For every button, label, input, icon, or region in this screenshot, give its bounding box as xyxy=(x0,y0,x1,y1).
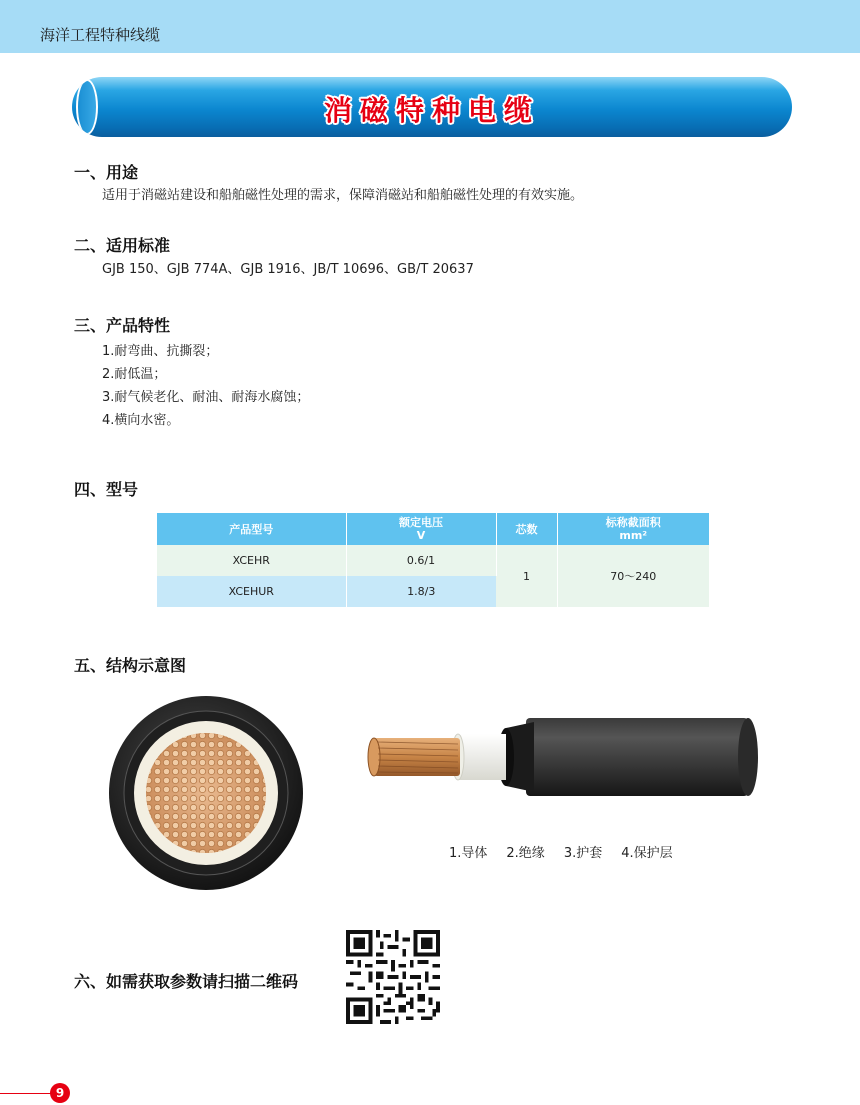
model-spec-table xyxy=(157,513,709,607)
structure-legend xyxy=(449,842,673,861)
product-title: 消磁特种电缆 xyxy=(323,94,540,127)
legend-sheath: 3.护套 xyxy=(563,846,603,861)
footer-rule xyxy=(0,1093,52,1094)
col-voltage-unit: V xyxy=(416,529,426,542)
structure-heading: 五、结构示意图 xyxy=(74,656,187,675)
col-cores: 芯数 xyxy=(496,513,557,545)
legend-protective-layer: 4.保护层 xyxy=(621,846,673,861)
feature-item: 2.耐低温； xyxy=(102,367,167,382)
cable-side-view-image xyxy=(366,714,760,800)
feature-item: 3.耐气候老化、耐油、耐海水腐蚀； xyxy=(102,390,310,405)
standards-heading: 二、适用标准 xyxy=(74,236,171,255)
col-section-label: 标称截面积 xyxy=(605,516,661,529)
standards-text: GJB 150、GJB 774A、GJB 1916、JB/T 10696、GB/T 20637 xyxy=(102,262,474,277)
cell-model: XCEHUR xyxy=(157,576,346,607)
cell-cores: 1 xyxy=(496,545,557,607)
cell-section: 70～240 xyxy=(557,545,709,607)
page-number: 9 xyxy=(50,1083,70,1103)
legend-insulation: 2.绝缘 xyxy=(506,846,545,861)
cell-voltage: 0.6/1 xyxy=(346,545,496,576)
col-voltage xyxy=(346,513,496,545)
top-header-bar xyxy=(0,0,860,53)
col-section-unit: mm² xyxy=(619,529,648,542)
models-heading: 四、型号 xyxy=(74,480,139,499)
cable-cross-section-image xyxy=(108,695,304,891)
legend-conductor: 1.导体 xyxy=(449,846,488,861)
table-row xyxy=(157,545,709,576)
col-voltage-label: 额定电压 xyxy=(399,516,443,529)
title-banner xyxy=(72,77,792,137)
feature-item: 1.耐弯曲、抗撕裂； xyxy=(102,344,219,359)
feature-item: 4.横向水密。 xyxy=(102,413,180,428)
cell-voltage: 1.8/3 xyxy=(346,576,496,607)
table-header-row xyxy=(157,513,709,545)
catalog-category-title: 海洋工程特种线缆 xyxy=(40,26,161,44)
qr-heading: 六、如需获取参数请扫描二维码 xyxy=(74,972,299,991)
cell-model: XCEHR xyxy=(157,545,346,576)
col-model: 产品型号 xyxy=(157,513,346,545)
col-section xyxy=(557,513,709,545)
features-list xyxy=(102,340,309,432)
features-heading: 三、产品特性 xyxy=(74,316,171,335)
usage-heading: 一、用途 xyxy=(74,163,139,182)
usage-text: 适用于消磁站建设和船舶磁性处理的需求，保障消磁站和船舶磁性处理的有效实施。 xyxy=(102,188,584,203)
qr-code-icon[interactable] xyxy=(346,930,440,1024)
